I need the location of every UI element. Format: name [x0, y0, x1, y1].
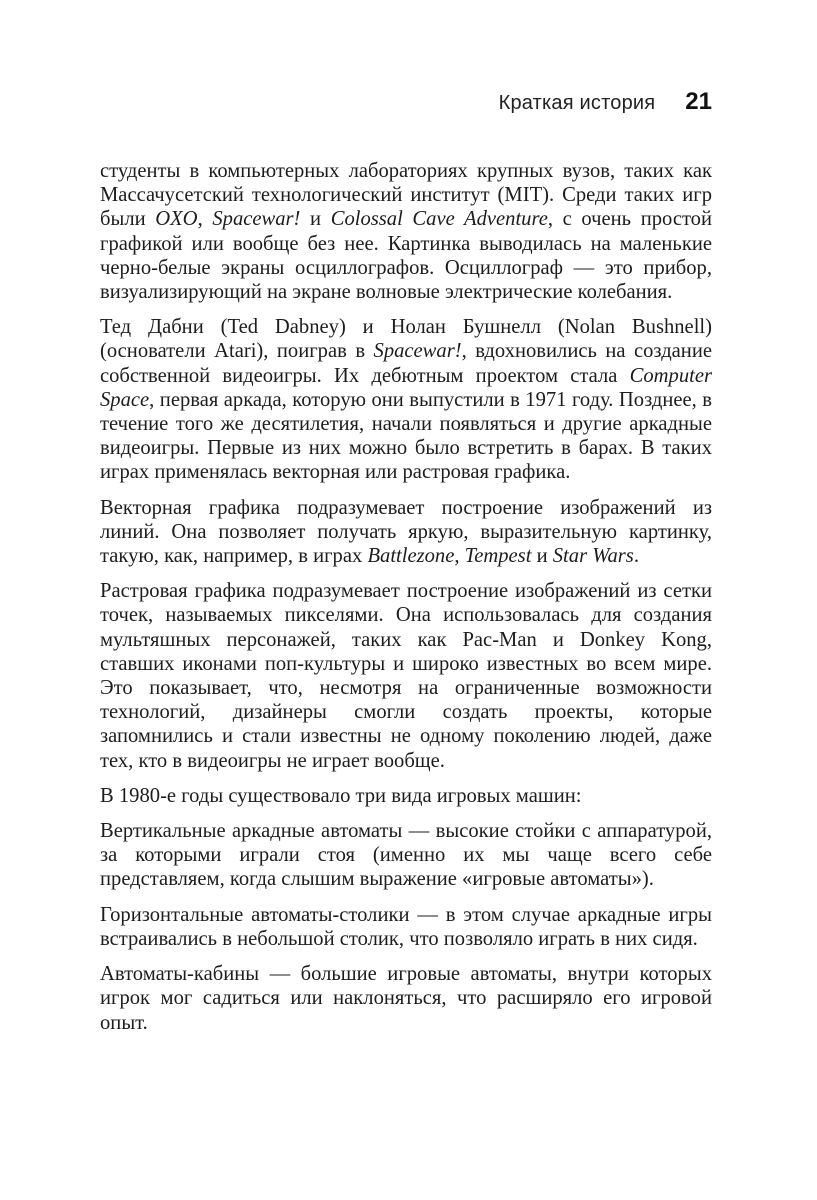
paragraph-3: [100, 496, 712, 569]
text-run: ,: [197, 208, 213, 231]
text-run: .: [633, 545, 639, 568]
page-number: 21: [685, 88, 712, 115]
game-title: Spacewar!: [373, 340, 462, 363]
body-text: [100, 159, 712, 1046]
text-run: студенты в компьютерных лабораториях крупных вузов, таких как Массачусетский технологический институт (MIT). Среди таких игр были: [100, 160, 712, 231]
text-run: Векторная графика подразумевает построение изображений из линий. Она позволяет получать яркую, выразительную картинку, такую, как, например, в играх: [100, 496, 712, 568]
text-run: и: [531, 545, 553, 568]
game-title: Spacewar!: [212, 208, 301, 231]
text-run: ,: [454, 545, 465, 568]
text-run: , с очень простой графикой или вообще без нее. Картинка выводилась на маленькие черно-белые экраны осциллографов. Осциллограф — это прибор, визуализирующий на экране волновые электрические колебания.: [100, 208, 713, 304]
game-title: Colossal Cave Adventure: [330, 208, 548, 231]
text-run: , вдохновились на создание собственной видеоигры. Их дебютным проектом стала: [100, 340, 712, 387]
game-title: Tempest: [464, 545, 532, 568]
game-title: OXO: [155, 208, 198, 231]
paragraph-8: Автоматы-кабины — большие игровые автоматы, внутри которых игрок мог садиться или наклоняться, что расширяло его игровой опыт.: [100, 963, 712, 1034]
paragraph-5: В 1980-е годы существовало три вида игровых машин:: [100, 784, 582, 807]
paragraph-6: Вертикальные аркадные автоматы — высокие стойки с аппаратурой, за которыми играли стоя (именно их мы чаще всего себе представляем, когда слышим выражение «игровые автоматы»).: [100, 820, 712, 891]
running-header: [100, 88, 712, 120]
game-title: Star Wars: [552, 545, 634, 568]
text-run: , первая аркада, которую они выпустили в 1971 году. Позднее, в течение того же десятилетия, начали появляться и другие аркадные видеоигры. Первые из них можно было встретить в барах. В таких играх применялась векторная или растровая графика.: [100, 388, 712, 484]
paragraph-4: Растровая графика подразумевает построение изображений из сетки точек, называемых пикселями. Она использовалась для создания мультяшных персонажей, таких как Pac-Man и Donkey Kong, ставших иконами поп-культуры и широко известных во всем мире. Это показывает, что, несмотря на ограниченные возможности технологий, дизайнеры смогли создать проекты, которые запомнились и стали известны не одному поколению людей, даже тех, кто в видеоигры не играет вообще.: [100, 580, 712, 772]
text-run: Тед Дабни (Ted Dabney) и Нолан Бушнелл (Nolan Bushnell) (основатели Atari), поиграв в: [100, 316, 712, 363]
paragraph-7: Горизонтальные автоматы-столики — в этом случае аркадные игры встраивались в небольшой столик, что позволяло играть в них сидя.: [100, 903, 712, 950]
paragraph-1: [100, 159, 712, 304]
paragraph-2: [100, 315, 712, 484]
game-title: Computer Space: [100, 364, 712, 411]
game-title: Battlezone: [367, 545, 455, 568]
text-run: и: [300, 208, 331, 231]
section-title: Краткая история: [498, 92, 656, 114]
